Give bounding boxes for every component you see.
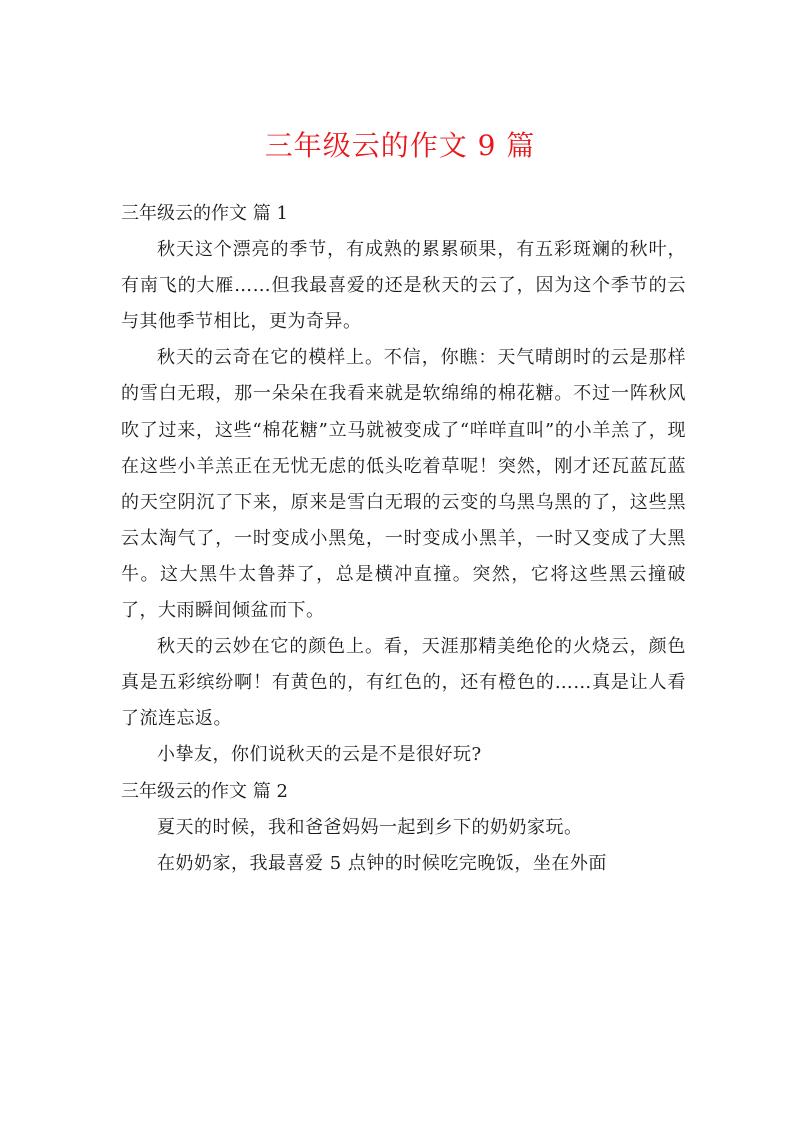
document-title: 三年级云的作文 9 篇	[264, 129, 536, 162]
essay-section-2	[121, 774, 686, 882]
paragraph: 秋天的云奇在它的模样上。不信，你瞧：天气晴朗时的云是那样的雪白无瑕，那一朵朵在我看来就是软绵绵的棉花糖。不过一阵秋风吹了过来，这些“棉花糖”立马就被变成了“咩咩直叫”的小羊羔了，现在这些小羊羔正在无忧无虑的低头吃着草呢！突然，刚才还瓦蓝瓦蓝的天空阴沉了下来，原来是雪白无瑕的云变的乌黑乌黑的了，这些黑云太淘气了，一时变成小黑兔，一时变成小黑羊，一时又变成了大黑牛。这大黑牛太鲁莽了，总是横冲直撞。突然，它将这些黑云撞破了，大雨瞬间倾盆而下。	[121, 347, 686, 622]
paragraph: 秋天的云妙在它的颜色上。看，天涯那精美绝伦的火烧云，颜色真是五彩缤纷啊！有黄色的，有红色的，还有橙色的……真是让人看了流连忘返。	[121, 636, 686, 730]
essay-section-1	[121, 196, 686, 774]
section-heading: 三年级云的作文 篇 1	[121, 203, 288, 224]
paragraph: 秋天这个漂亮的季节，有成熟的累累硕果，有五彩斑斓的秋叶，有南飞的大雁……但我最喜爱的还是秋天的云了，因为这个季节的云与其他季节相比，更为奇异。	[121, 239, 686, 333]
paragraph: 夏天的时候，我和爸爸妈妈一起到乡下的奶奶家玩。	[157, 816, 583, 838]
document-body	[121, 196, 686, 882]
paragraph: 小挚友，你们说秋天的云是不是很好玩?	[157, 744, 482, 766]
paragraph: 在奶奶家，我最喜爱 5 点钟的时候吃完晚饭，坐在外面	[157, 852, 607, 874]
section-heading: 三年级云的作文 篇 2	[121, 780, 288, 802]
